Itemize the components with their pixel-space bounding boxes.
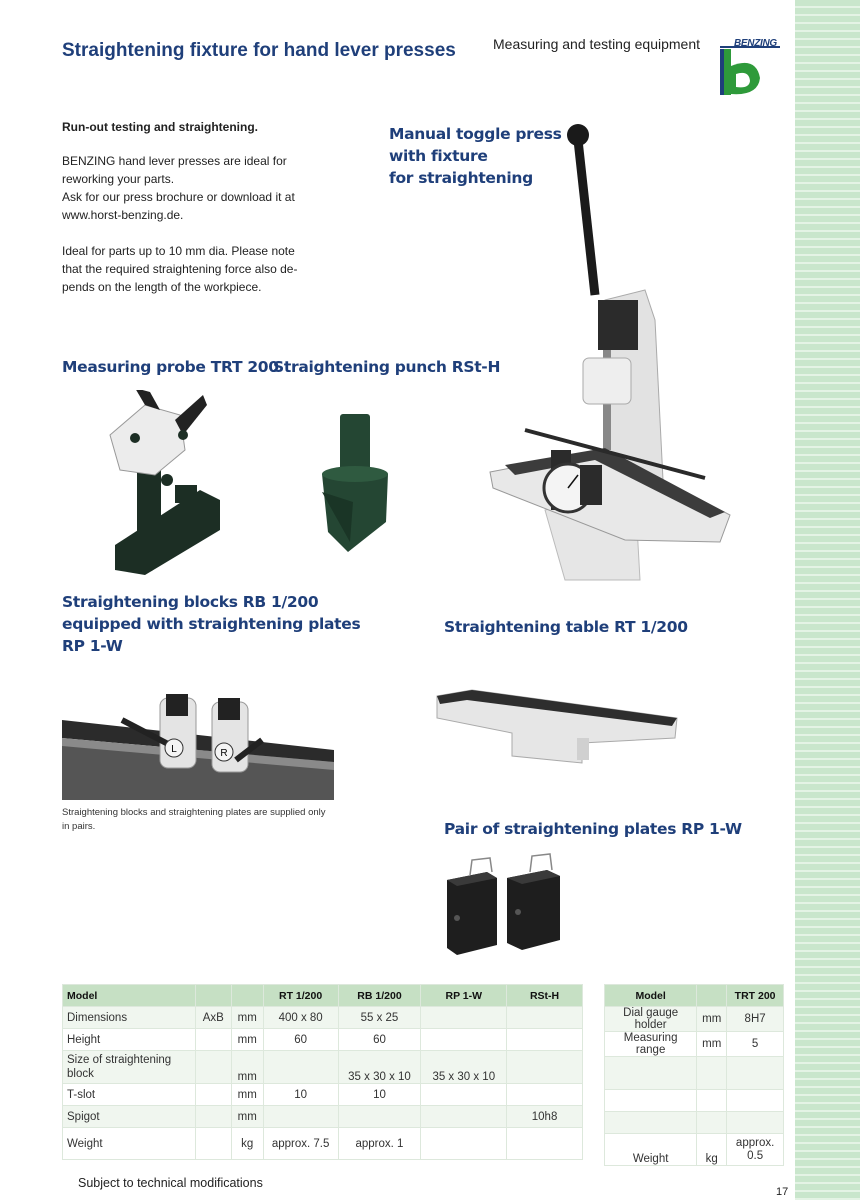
table-row [63, 1128, 583, 1160]
intro-line: BENZING hand lever presses are ideal for [62, 154, 287, 168]
table-cell [195, 1128, 231, 1160]
header-cell: RB 1/200 [338, 985, 421, 1007]
category-label: Measuring and testing equipment [493, 36, 701, 52]
table-cell: kg [231, 1128, 263, 1160]
table-cell: approx. 0.5 [727, 1134, 784, 1166]
table-cell [195, 1106, 231, 1128]
table-cell [195, 1029, 231, 1051]
table-cell: Height [63, 1029, 196, 1051]
table-cell [727, 1112, 784, 1134]
table-row [63, 1051, 583, 1084]
blocks-heading: Straightening blocks RB 1/200 equipped with straightening plates RP 1-W [62, 593, 361, 655]
probe-heading: Measuring probe TRT 200 [62, 358, 279, 376]
table-cell [605, 1112, 697, 1134]
table-cell: mm [697, 1007, 727, 1032]
table-cell: Dial gauge holder [605, 1007, 697, 1032]
table-cell: 10 [263, 1084, 338, 1106]
header-cell: Model [63, 985, 196, 1007]
table-cell: 35 x 30 x 10 [338, 1051, 421, 1084]
plates-heading: Pair of straightening plates RP 1-W [444, 820, 742, 838]
table-cell: mm [231, 1084, 263, 1106]
benzing-logo [716, 36, 786, 98]
spec-table [62, 984, 583, 1160]
table-row [605, 1112, 784, 1134]
table-cell [697, 1112, 727, 1134]
table-cell [697, 1090, 727, 1112]
table-cell [507, 1128, 583, 1160]
intro-lead: Run-out testing and straightening. [62, 120, 258, 134]
table-cell: 55 x 25 [338, 1007, 421, 1029]
table-row [605, 1057, 784, 1090]
straightening-blocks-image [62, 680, 334, 800]
table-cell [195, 1051, 231, 1084]
table-cell [263, 1106, 338, 1128]
intro-line: Ideal for parts up to 10 mm dia. Please note [62, 244, 295, 258]
table-cell [605, 1090, 697, 1112]
intro-line: that the required straightening force also de- [62, 262, 298, 276]
table-cell: 5 [727, 1032, 784, 1057]
table-cell [338, 1106, 421, 1128]
table-row [605, 1090, 784, 1112]
table-cell: Weight [605, 1134, 697, 1166]
spec-header-row [63, 985, 583, 1007]
table-cell [421, 1128, 507, 1160]
table-cell: Measuring range [605, 1032, 697, 1057]
measuring-probe-image [105, 390, 235, 580]
table-cell [507, 1029, 583, 1051]
table-row [63, 1084, 583, 1106]
straightening-punch-image [318, 412, 393, 557]
page-title: Straightening fixture for hand lever presses [62, 40, 456, 61]
table-cell [421, 1106, 507, 1128]
block-mark-right: R [220, 748, 228, 759]
table-cell: mm [231, 1106, 263, 1128]
straightening-plates-image [442, 850, 567, 962]
header-cell: RT 1/200 [263, 985, 338, 1007]
intro-line: pends on the length of the workpiece. [62, 280, 262, 294]
table-cell: 10h8 [507, 1106, 583, 1128]
table-cell: Spigot [63, 1106, 196, 1128]
intro-link[interactable]: www.horst-benzing.de. [62, 208, 184, 222]
table-cell [263, 1051, 338, 1084]
straightening-table-image [432, 688, 682, 773]
header-cell: Model [605, 985, 697, 1007]
footer-note: Subject to technical modifications [78, 1176, 263, 1190]
table-cell: mm [231, 1007, 263, 1029]
table-cell: mm [231, 1029, 263, 1051]
header-cell [697, 985, 727, 1007]
logo-text: BENZING [734, 38, 777, 49]
table-row [63, 1007, 583, 1029]
table-row [605, 1007, 784, 1032]
table-cell: 10 [338, 1084, 421, 1106]
intro-line: Ask for our press brochure or download it at [62, 190, 295, 204]
table-cell: 60 [338, 1029, 421, 1051]
table-row [605, 1134, 784, 1166]
toggle-press-image [485, 120, 755, 590]
table-cell: approx. 1 [338, 1128, 421, 1160]
header-cell [195, 985, 231, 1007]
table-cell: mm [231, 1051, 263, 1084]
press-heading: Manual toggle press with fixture for straightening [389, 125, 562, 187]
header-cell: RSt-H [507, 985, 583, 1007]
punch-heading: Straightening punch RSt-H [273, 358, 501, 376]
header-cell: TRT 200 [727, 985, 784, 1007]
intro-line: reworking your parts. [62, 172, 175, 186]
table-cell [605, 1057, 697, 1090]
table-cell [697, 1057, 727, 1090]
table-cell: 35 x 30 x 10 [421, 1051, 507, 1084]
table-cell: Size of straightening block [63, 1051, 196, 1084]
table-cell: Dimensions [63, 1007, 196, 1029]
block-mark-left: L [171, 744, 177, 755]
table-row [63, 1029, 583, 1051]
table-cell [507, 1051, 583, 1084]
table-cell: 8H7 [727, 1007, 784, 1032]
table-cell: mm [697, 1032, 727, 1057]
pairs-note: Straightening blocks and straightening plates are supplied only in pairs. [62, 807, 326, 832]
table-cell [421, 1007, 507, 1029]
table-row [63, 1106, 583, 1128]
table-heading: Straightening table RT 1/200 [444, 618, 688, 636]
table-cell [195, 1084, 231, 1106]
table-cell [421, 1029, 507, 1051]
probe-header-row [605, 985, 784, 1007]
header-cell: RP 1-W [421, 985, 507, 1007]
table-cell [421, 1084, 507, 1106]
page-number: 17 [776, 1186, 789, 1198]
intro-text [62, 118, 337, 296]
table-cell: 60 [263, 1029, 338, 1051]
probe-spec-table [604, 984, 784, 1166]
table-cell: T-slot [63, 1084, 196, 1106]
table-row [605, 1032, 784, 1057]
table-cell [727, 1057, 784, 1090]
table-cell: kg [697, 1134, 727, 1166]
table-cell [507, 1084, 583, 1106]
table-cell: Weight [63, 1128, 196, 1160]
table-cell [507, 1007, 583, 1029]
table-cell [727, 1090, 784, 1112]
table-cell: approx. 7.5 [263, 1128, 338, 1160]
table-cell: AxB [195, 1007, 231, 1029]
header-cell [231, 985, 263, 1007]
page-edge-stripe [795, 0, 860, 1200]
table-cell: 400 x 80 [263, 1007, 338, 1029]
